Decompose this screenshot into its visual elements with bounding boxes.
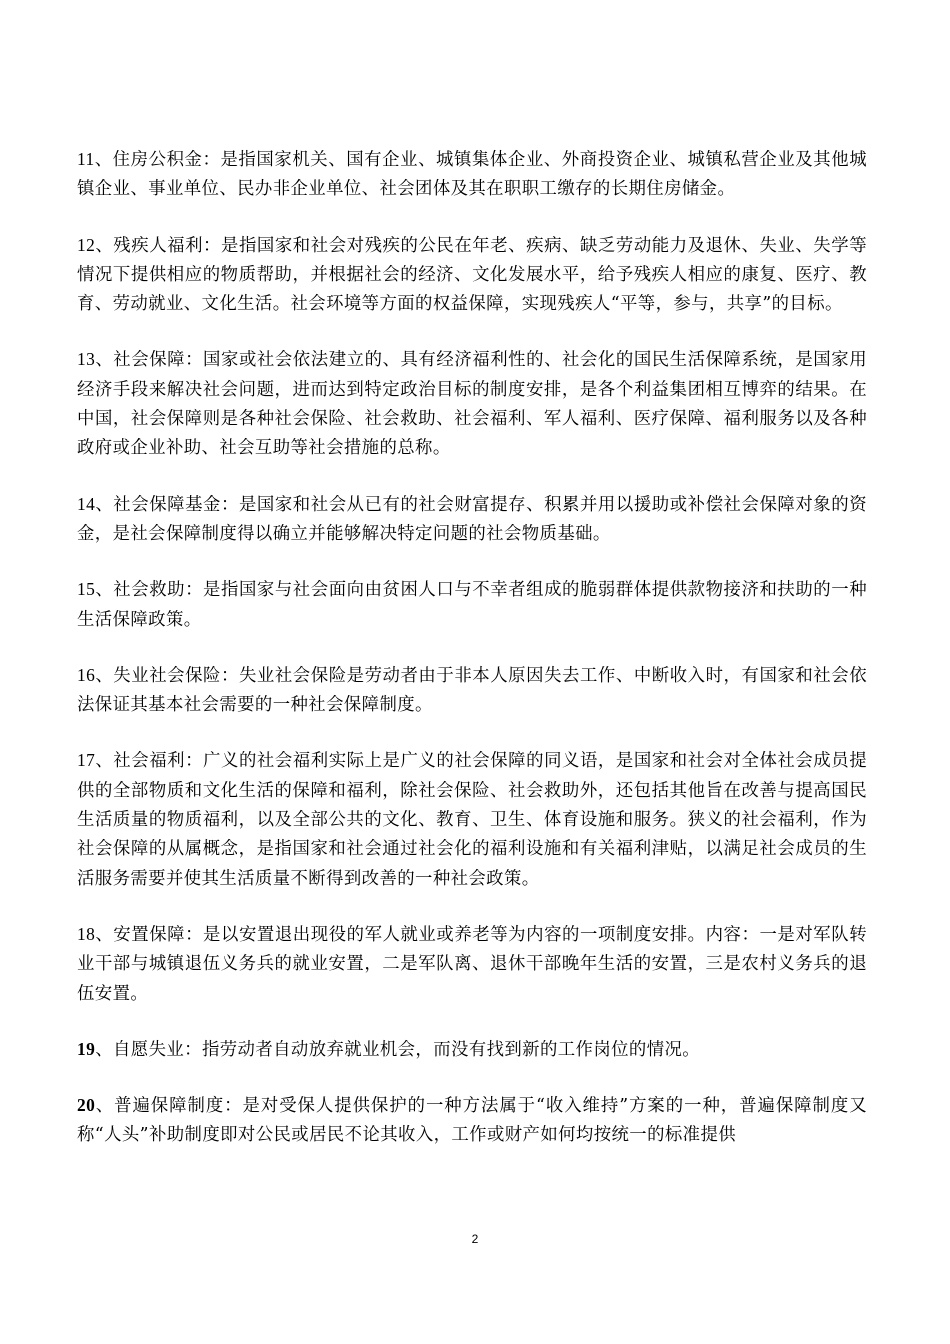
paragraph-15 xyxy=(77,575,867,635)
page-number: 2 xyxy=(471,1232,479,1246)
paragraph-text: 、自愿失业：指劳动者自动放弃就业机会，而没有找到新的工作岗位的情况。 xyxy=(95,1039,701,1060)
document-body xyxy=(77,145,867,1177)
paragraph-text: 、安置保障：是以安置退出现役的军人就业或养老等为内容的一项制度安排。内容：一是对军队转业干部与城镇退伍义务兵的就业安置，二是军队离、退休干部晚年生活的安置，三是农村义务兵的退伍安置。 xyxy=(77,924,867,1004)
paragraph-text: 、社会救助：是指国家与社会面向由贫困人口与不幸者组成的脆弱群体提供款物接济和扶助的一种生活保障政策。 xyxy=(77,580,867,630)
paragraph-20 xyxy=(77,1091,867,1151)
paragraph-number: 18 xyxy=(77,923,96,944)
paragraph-18 xyxy=(77,920,867,1009)
paragraph-17 xyxy=(77,746,867,893)
paragraph-text: 、普遍保障制度：是对受保人提供保护的一种方法属于“收入维持”方案的一种，普遍保障制度又称“人头”补助制度即对公民或居民不论其收入，工作或财产如何均按统一的标准提供 xyxy=(77,1096,867,1146)
paragraph-text: 、失业社会保险：失业社会保险是劳动者由于非本人原因失去工作、中断收入时，有国家和社会依法保证其基本社会需要的一种社会保障制度。 xyxy=(77,665,867,716)
paragraph-11 xyxy=(77,145,867,205)
paragraph-number: 19 xyxy=(77,1038,96,1059)
paragraph-number: 16 xyxy=(77,664,96,685)
paragraph-number: 15 xyxy=(77,579,96,600)
paragraph-13 xyxy=(77,345,867,463)
paragraph-text: 、残疾人福利：是指国家和社会对残疾的公民在年老、疾病、缺乏劳动能力及退休、失业、失学等情况下提供相应的物质帮助，并根据社会的经济、文化发展水平，给予残疾人相应的康复、医疗、教育、劳动就业、文化生活。社会环境等方面的权益保障，实现残疾人“平等，参与，共享”的目标。 xyxy=(77,235,867,315)
paragraph-number: 11 xyxy=(77,149,95,169)
paragraph-number: 14 xyxy=(77,493,96,514)
paragraph-text: 、社会保障：国家或社会依法建立的、具有经济福利性的、社会化的国民生活保障系统，是国家用经济手段来解决社会问题，进而达到特定政治目标的制度安排，是各个利益集团相互博弈的结果。在中国，社会保障则是各种社会保险、社会救助、社会福利、军人福利、医疗保障、福利服务以及各种政府或企业补助、社会互助等社会措施的总称。 xyxy=(77,350,867,459)
paragraph-12 xyxy=(77,231,867,320)
paragraph-number: 13 xyxy=(77,349,96,370)
paragraph-16 xyxy=(77,661,867,721)
paragraph-14 xyxy=(77,490,867,550)
paragraph-text: 、社会福利：广义的社会福利实际上是广义的社会保障的同义语，是国家和社会对全体社会成员提供的全部物质和文化生活的保障和福利，除社会保险、社会救助外，还包括其他旨在改善与提高国民生活质量的物质福利，以及全部公共的文化、教育、卫生、体育设施和服务。狭义的社会福利，作为社会保障的从属概念，是指国家和社会通过社会化的福利设施和有关福利津贴，以满足社会成员的生活服务需要并使其生活质量不断得到改善的一种社会政策。 xyxy=(77,751,867,889)
paragraph-text: 、社会保障基金：是国家和社会从已有的社会财富提存、积累并用以援助或补偿社会保障对象的资金，是社会保障制度得以确立并能够解决特定问题的社会物质基础。 xyxy=(77,494,867,544)
paragraph-text: 、住房公积金：是指国家机关、国有企业、城镇集体企业、外商投资企业、城镇私营企业及其他城镇企业、事业单位、民办非企业单位、社会团体及其在职职工缴存的长期住房储金。 xyxy=(77,150,867,200)
paragraph-number: 12 xyxy=(77,234,96,255)
paragraph-19 xyxy=(77,1035,867,1065)
paragraph-number: 20 xyxy=(77,1095,96,1116)
paragraph-number: 17 xyxy=(77,750,96,771)
